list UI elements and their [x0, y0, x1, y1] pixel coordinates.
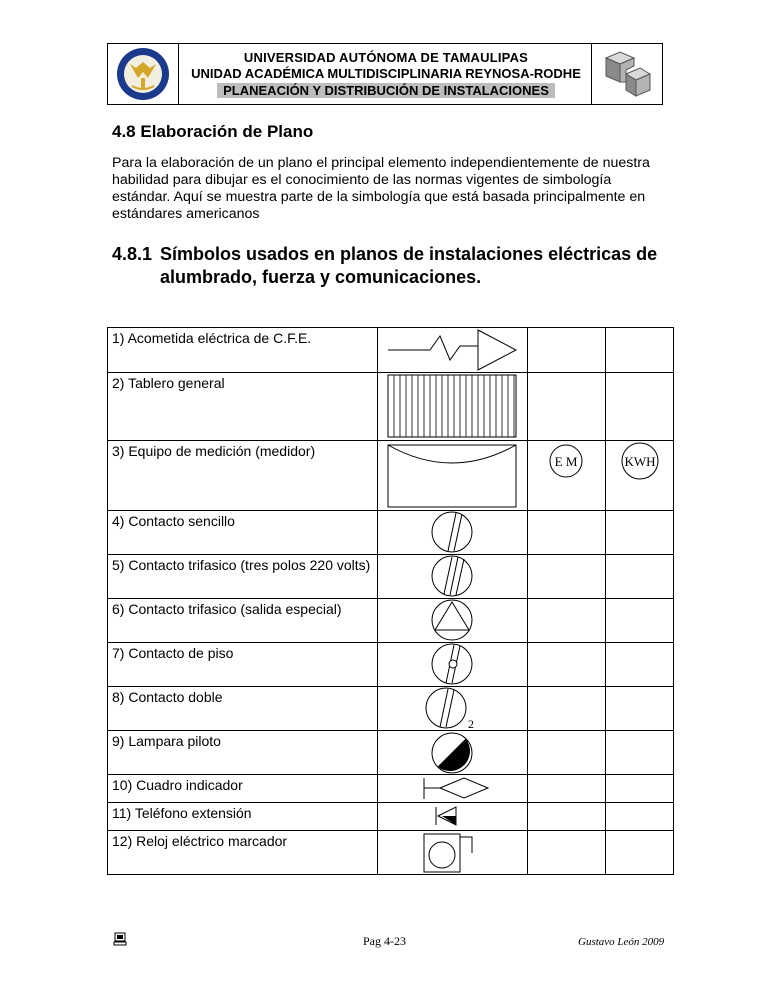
empty-cell [606, 775, 674, 803]
empty-cell [528, 328, 606, 373]
subsection-title [112, 243, 672, 289]
table-row [108, 555, 674, 599]
kwh-label: KWH [624, 454, 656, 469]
empty-cell [528, 731, 606, 775]
main-panel-symbol [378, 373, 528, 441]
empty-cell [606, 831, 674, 875]
intro-paragraph: Para la elaboración de un plano el principal elemento independientemente de nuestra habilidad para dibujar es el conocimiento de las normas vigentes de simbología estándar. Aquí se muestra parte de la simbología que está basada principalmente en estándares americanos [112, 155, 650, 222]
table-row [108, 803, 674, 831]
subsection-title-line1: Símbolos usados en planos de instalaciones eléctricas de [160, 244, 658, 264]
table-row [108, 373, 674, 441]
empty-cell [606, 373, 674, 441]
empty-cell [528, 775, 606, 803]
header-unit: UNIDAD ACADÉMICA MULTIDISCIPLINARIA REYNOSA-RODHE [191, 66, 581, 81]
table-row [108, 328, 674, 373]
special-outlet-symbol [378, 599, 528, 643]
symbol-label: 9) Lampara piloto [108, 731, 378, 775]
empty-cell [528, 555, 606, 599]
table-row [108, 441, 674, 511]
symbol-label: 4) Contacto sencillo [108, 511, 378, 555]
double-outlet-number: 2 [468, 717, 474, 730]
empty-cell [606, 731, 674, 775]
three-phase-outlet-symbol [378, 555, 528, 599]
table-row [108, 599, 674, 643]
empty-cell [528, 511, 606, 555]
university-seal-logo [108, 44, 179, 104]
floor-outlet-symbol [378, 643, 528, 687]
page-header [107, 43, 663, 105]
symbol-label: 6) Contacto trifasico (salida especial) [108, 599, 378, 643]
em-meter-cell [528, 441, 606, 511]
cube-logo [591, 44, 662, 104]
em-label: E M [554, 454, 578, 469]
symbol-label: 11) Teléfono extensión [108, 803, 378, 831]
empty-cell [528, 803, 606, 831]
table-row [108, 511, 674, 555]
empty-cell [528, 373, 606, 441]
empty-cell [606, 511, 674, 555]
header-university: UNIVERSIDAD AUTÓNOMA DE TAMAULIPAS [243, 50, 529, 65]
pilot-lamp-symbol [378, 731, 528, 775]
subsection-number: 4.8.1 [112, 244, 153, 264]
empty-cell [606, 599, 674, 643]
kwh-meter-cell [606, 441, 674, 511]
symbol-label: 10) Cuadro indicador [108, 775, 378, 803]
page-number: Pag 4-23 [363, 934, 406, 948]
empty-cell [528, 643, 606, 687]
empty-cell [528, 687, 606, 731]
single-outlet-symbol [378, 511, 528, 555]
symbols-table [107, 327, 674, 875]
empty-cell [528, 831, 606, 875]
empty-cell [606, 555, 674, 599]
table-row [108, 775, 674, 803]
symbol-label: 1) Acometida eléctrica de C.F.E. [108, 328, 378, 373]
service-entrance-symbol [378, 328, 528, 373]
double-outlet-symbol [378, 687, 528, 731]
time-clock-symbol [378, 831, 528, 875]
computer-icon [113, 932, 127, 951]
empty-cell [606, 328, 674, 373]
table-row [108, 687, 674, 731]
indicator-panel-symbol [378, 775, 528, 803]
table-row [108, 643, 674, 687]
empty-cell [528, 599, 606, 643]
table-row [108, 731, 674, 775]
symbol-label: 2) Tablero general [108, 373, 378, 441]
phone-extension-symbol [378, 803, 528, 831]
empty-cell [606, 803, 674, 831]
symbol-label: 5) Contacto trifasico (tres polos 220 volts) [108, 555, 378, 599]
symbol-label: 12) Reloj eléctrico marcador [108, 831, 378, 875]
meter-symbol [378, 441, 528, 511]
symbol-label: 3) Equipo de medición (medidor) [108, 441, 378, 511]
symbol-label: 7) Contacto de piso [108, 643, 378, 687]
symbol-label: 8) Contacto doble [108, 687, 378, 731]
empty-cell [606, 687, 674, 731]
author-credit: Gustavo León 2009 [578, 936, 665, 948]
section-title: 4.8 Elaboración de Plano [112, 122, 314, 141]
subsection-title-line2: alumbrado, fuerza y comunicaciones. [160, 267, 482, 287]
header-course: PLANEACIÓN Y DISTRIBUCIÓN DE INSTALACIONES [217, 83, 555, 98]
empty-cell [606, 643, 674, 687]
table-row [108, 831, 674, 875]
